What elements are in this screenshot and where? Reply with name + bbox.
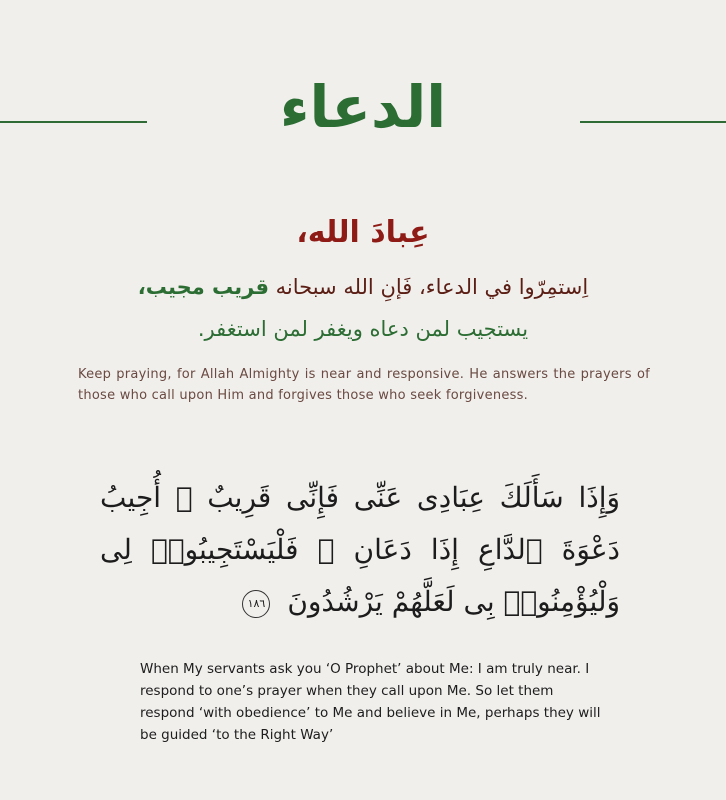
ayah-number-marker: ١٨٦ xyxy=(242,590,270,618)
arabic-line-1-text: اِستمِرّوا في الدعاء، فَإنِ الله سبحانه xyxy=(275,275,589,299)
english-paragraph: Keep praying, for Allah Almighty is near and responsive. He answers the prayers of those who call upon Him and forgives those who seek forgiveness. xyxy=(78,367,650,403)
arabic-heading: عِبادَ الله، xyxy=(296,215,430,250)
quran-verse-text: وَإِذَا سَأَلَكَ عِبَادِى عَنِّى فَإِنِّى قَرِيبٌ ۖ أُجِيبُ دَعْوَةَ ٱلدَّاعِ إِذَا دَعَانِ ۖ فَلْيَسْتَجِيبُوا۟ لِى وَلْيُؤْمِنُوا۟ بِى لَعَلَّهُمْ يَرْشُدُونَ xyxy=(100,481,620,618)
arabic-line-1 xyxy=(60,270,666,304)
arabic-line-2: يستجيب لمن دعاه ويغفر لمن استغفر. xyxy=(197,317,529,341)
arabic-line-1-highlight: قريب مجيب، xyxy=(137,275,269,299)
quran-verse xyxy=(100,472,620,628)
page-title: الدعاء xyxy=(279,73,447,141)
verse-translation: When My servants ask you ‘O Prophet’ about Me: I am truly near. I respond to one’s prayer when they call upon Me. So let them respond ‘with obedience’ to Me and believe in Me, perhaps they will be guided ‘to the Right Way’ xyxy=(140,661,601,743)
